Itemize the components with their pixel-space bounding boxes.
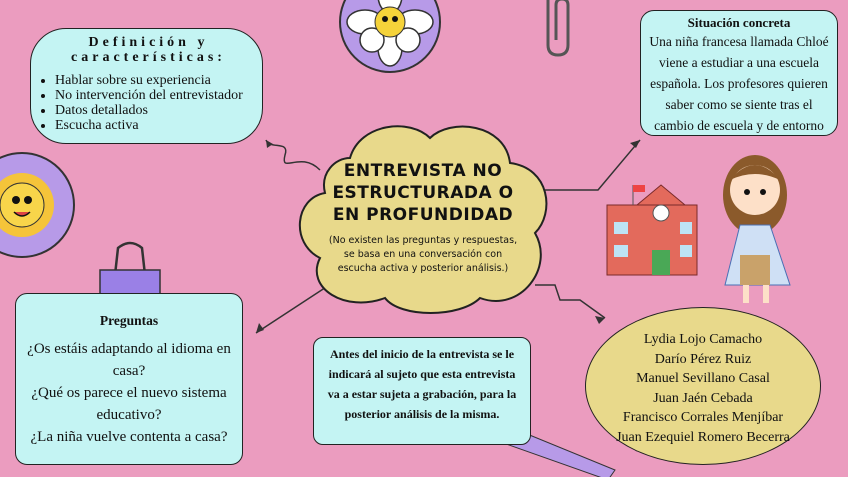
- autor-item: Lydia Lojo Camacho: [643, 332, 763, 347]
- central-subtitle: (No existen las preguntas y respuestas, se basa en una conversación con escucha activa y posterior análisis.): [328, 235, 518, 274]
- preguntas-title: Preguntas: [99, 313, 159, 328]
- arrow-head-icon: [266, 140, 273, 148]
- autores-oval: [585, 307, 821, 465]
- flower-sticker-icon: [340, 0, 440, 72]
- autor-item: Juan Ezequiel Romero Becerra: [616, 429, 790, 445]
- list-item: • No intervención del entrevistador: [55, 88, 254, 103]
- autor-item: Francisco Corrales Menjíbar: [622, 410, 784, 425]
- definicion-list: [43, 73, 254, 133]
- autor-item: Darío Pérez Ruiz: [654, 351, 752, 367]
- definicion-title: Definición y características:: [71, 35, 226, 65]
- nota-box: [313, 337, 531, 445]
- nota-text: Antes del inicio de la entrevista se le indicará al sujeto que esta entrevista va a estar sujeta a grabación, para la posterior análisis de la misma.: [327, 347, 517, 421]
- list-item: • Escucha activa: [55, 118, 254, 133]
- central-title: ENTREVISTA NO ESTRUCTURADA O EN PROFUNDIDAD: [332, 161, 514, 225]
- situacion-box: [640, 10, 838, 136]
- binder-clip-icon: [100, 243, 160, 300]
- pregunta-item: ¿Os estáis adaptando al idioma en casa?: [27, 341, 231, 379]
- situacion-text: Una niña francesa llamada Chloé viene a estudiar a una escuela española. Los profesores quieren saber como se siente tras el cambio de escuela y de entorno: [649, 34, 829, 133]
- paperclip-icon: [548, 0, 568, 55]
- sun-sticker-icon: [0, 153, 74, 257]
- pregunta-item: ¿La niña vuelve contenta a casa?: [30, 429, 228, 445]
- situacion-title: Situación concreta: [687, 15, 791, 30]
- pregunta-item: ¿Qué os parece el nuevo sistema educativo?: [31, 385, 227, 423]
- connector-situacion: [545, 140, 640, 190]
- arrow-head-icon: [630, 140, 640, 148]
- list-item: • Hablar sobre su experiencia: [55, 73, 254, 88]
- definicion-box: [30, 28, 263, 144]
- girl-illustration-icon: [723, 155, 790, 303]
- autor-item: Juan Jaén Cebada: [653, 390, 753, 406]
- school-building-icon: [607, 185, 697, 275]
- preguntas-box: [15, 293, 243, 465]
- autor-item: Manuel Sevillano Casal: [636, 371, 770, 386]
- list-item: • Datos detallados: [55, 103, 254, 118]
